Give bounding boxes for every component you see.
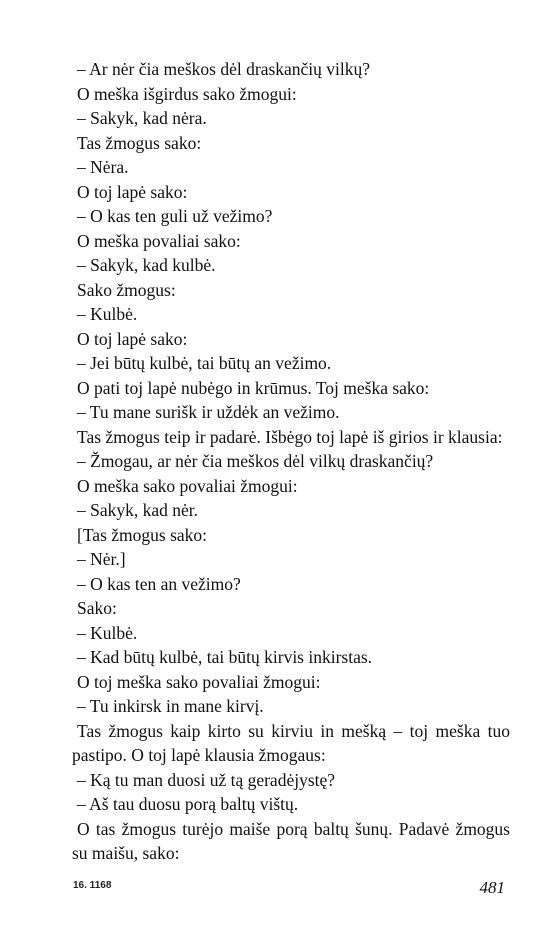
text-line: O pati toj lapė nubėgo in krūmus. Toj meška sako: xyxy=(77,377,430,398)
text-line: – Jei būtų kulbė, tai būtų an vežimo. xyxy=(77,353,332,373)
paragraph: Tas žmogus teip ir padarė. Išbėgo toj lapė iš girios ir klausia: xyxy=(77,426,503,447)
text-line: – Tu mane surišk ir uždėk an vežimo. xyxy=(77,402,340,422)
text-line: O meška sako povaliai žmogui: xyxy=(77,475,298,496)
text-line: O meška išgirdus sako žmogui: xyxy=(77,83,297,104)
text-line: – Tu inkirsk in mane kirvį. xyxy=(77,696,264,716)
text-line: – Žmogau, ar nėr čia meškos dėl vilkų draskančių? xyxy=(77,451,434,471)
paragraph: Tas žmogus kaip kirto su kirviu in mešką – toj meška tuo pastipo. O toj lapė klausia žmogaus: xyxy=(72,720,510,765)
text-line: – Kulbė. xyxy=(77,622,138,643)
page-number: 481 xyxy=(479,878,505,897)
paragraph: O tas žmogus turėjo maiše porą baltų šunų. Padavė žmogus su maišu, sako: xyxy=(72,818,510,863)
text-line: [Tas žmogus sako: xyxy=(77,524,208,545)
printer-signature: 16. 1168 xyxy=(73,880,112,891)
text-line: Sako: xyxy=(77,598,117,618)
text-line: – Kulbė. xyxy=(77,304,138,324)
text-line: O meška povaliai sako: xyxy=(77,230,241,251)
text-line: – Sakyk, kad kulbė. xyxy=(77,255,216,275)
text-line: – O kas ten guli už vežimo? xyxy=(77,206,273,226)
text-line: – Ką tu man duosi už tą geradėjystę? xyxy=(77,769,336,790)
text-line: O toj lapė sako: xyxy=(77,328,188,349)
text-line: – Ar nėr čia meškos dėl draskančių vilkų? xyxy=(77,59,371,79)
text-line: O toj meška sako povaliai žmogui: xyxy=(77,671,321,692)
text-line: O toj lapė sako: xyxy=(77,181,188,202)
text-line: – Sakyk, kad nėra. xyxy=(77,108,207,128)
page-text xyxy=(72,57,510,866)
text-line: – Nėr.] xyxy=(77,549,126,569)
text-line: Sako žmogus: xyxy=(77,279,176,300)
text-line: – Sakyk, kad nėr. xyxy=(77,500,199,520)
text-line: – O kas ten an vežimo? xyxy=(77,573,241,594)
text-line: Tas žmogus sako: xyxy=(77,132,202,153)
text-line: – Nėra. xyxy=(77,157,129,177)
text-line: – Aš tau duosu porą baltų vištų. xyxy=(77,794,299,814)
text-line: – Kad būtų kulbė, tai būtų kirvis inkirstas. xyxy=(77,647,373,667)
